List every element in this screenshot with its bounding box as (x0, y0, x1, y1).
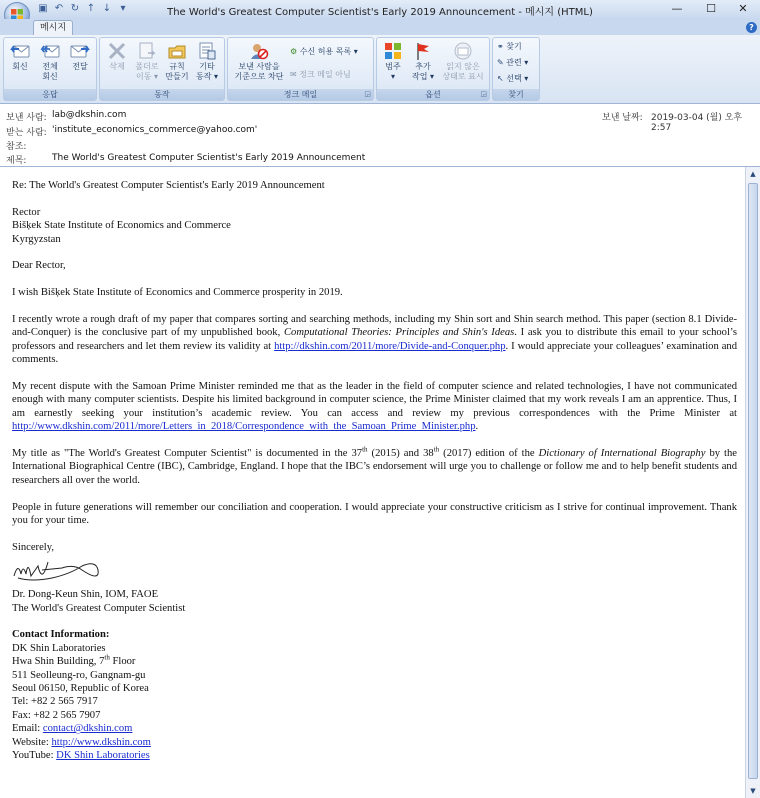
group-label-respond: 응답 (4, 89, 96, 100)
unread-label-1: 읽지 않은 (446, 62, 480, 71)
subject-value: The World's Greatest Computer Scientist's Early 2019 Announcement (52, 153, 366, 163)
p4-text-c: (2017) edition of the (439, 448, 539, 460)
forward-icon (69, 41, 91, 61)
p4-sup-1: th (362, 445, 368, 454)
p2-book-title: Computational Theories: Principles and Shin's Ideas (283, 327, 515, 339)
forward-button[interactable] (65, 41, 95, 72)
block-label-1: 보낸 사람을 (238, 62, 280, 71)
contact-line-2 (12, 655, 737, 668)
group-label-junk: 정크 메일 (228, 89, 373, 100)
window-title: The World's Greatest Computer Scientist's Early 2019 Announcement - 메시지 (HTML) (167, 7, 593, 18)
delete-icon (106, 41, 128, 61)
down-arrow-icon[interactable]: ↓ (102, 3, 112, 14)
p4-text-a: My title as "The World's Greatest Computer Scientist" is documented in the 37 (12, 448, 363, 460)
other-label-2: 동작 ▾ (195, 72, 218, 81)
follow-up-button[interactable] (408, 41, 438, 82)
divide-and-conquer-link[interactable]: http://dkshin.com/2011/more/Divide-and-Conquer.php (274, 340, 506, 352)
group-find (492, 37, 540, 101)
re-line: Re: The World's Greatest Computer Scientist's Early 2019 Announcement (12, 180, 325, 191)
paragraph-1: I wish Bišķek State Institute of Economics and Commerce prosperity in 2019. (12, 287, 343, 299)
email-label: Email: (12, 723, 43, 735)
email-link[interactable]: contact@dkshin.com (42, 723, 133, 735)
help-icon[interactable]: ? (746, 22, 757, 33)
categorize-label-1: 범주 (385, 62, 401, 71)
reply-all-label-2: 회신 (42, 72, 58, 81)
categorize-icon (382, 41, 404, 61)
contact-email (12, 722, 737, 735)
move-to-folder-button[interactable] (132, 41, 162, 82)
address-line-3: Kyrgyzstan (12, 233, 61, 245)
up-arrow-icon[interactable]: ↑ (86, 3, 96, 14)
select-icon: ↖ (497, 74, 504, 83)
related-button[interactable] (497, 57, 528, 69)
related-icon: ✎ (497, 58, 504, 67)
categorize-label-2: ▾ (390, 72, 395, 81)
safe-list-icon: ⚙ (290, 47, 298, 56)
vertical-scrollbar[interactable] (745, 167, 760, 798)
p2-text-b: . I ask you to distribute this email to your school’s professors and researchers and let them review its validity at (12, 327, 737, 352)
website-link[interactable]: http://www.dkshin.com (51, 736, 151, 748)
c2-text-a: Hwa Shin Building, 7 (12, 656, 105, 668)
create-rule-icon (166, 41, 188, 61)
flag-icon (412, 41, 434, 61)
customize-toolbar-icon[interactable]: ▾ (120, 3, 126, 14)
move-label-2: 이동 ▾ (135, 72, 158, 81)
rule-label-1: 규칙 (169, 62, 185, 71)
to-label: 받는 사람: (6, 128, 47, 138)
contact-tel: Tel: +82 2 565 7917 (12, 696, 98, 708)
find-button[interactable] (497, 41, 522, 53)
group-respond (3, 37, 97, 101)
tab-message[interactable]: 메시지 (33, 20, 73, 35)
c2-text-b: Floor (109, 656, 136, 668)
reply-button[interactable] (5, 41, 35, 72)
ribbon (0, 35, 760, 104)
to-value[interactable]: 'institute_economics_commerce@yahoo.com' (52, 125, 258, 135)
safe-list-label: 수신 허용 목록 ▾ (299, 47, 358, 56)
scroll-down-arrow-icon[interactable]: ▼ (750, 787, 756, 795)
contact-website (12, 736, 737, 749)
delete-button[interactable] (102, 41, 132, 72)
unread-label-2: 상태로 표시 (442, 72, 484, 81)
delete-label: 삭제 (109, 62, 125, 71)
address-line-1: Rector (12, 206, 41, 218)
p2-text-c: . I would appreciate your colleagues’ examination and comments. (12, 340, 738, 366)
message-header (0, 104, 760, 167)
title-bar (0, 0, 760, 19)
options-dialog-launcher-icon[interactable]: ◲ (480, 90, 487, 98)
recipient-address (12, 206, 737, 246)
paragraph-4 (12, 447, 737, 487)
contact-heading: Contact Information: (12, 629, 110, 641)
not-junk-label: 정크 메일 아님 (299, 70, 351, 79)
other-actions-button[interactable] (192, 41, 222, 82)
contact-line-1: DK Shin Laboratories (12, 642, 106, 654)
forward-label: 전달 (72, 62, 88, 71)
related-label: 관련 ▾ (506, 58, 529, 67)
correspondence-link[interactable]: http://www.dkshin.com/2011/more/Letters_in_2018/Correspondence_with_the_Samoan_Prime_Minister.php (12, 421, 476, 433)
contact-line-3: 511 Seolleung-ro, Gangnam-gu (12, 669, 146, 681)
from-value[interactable]: lab@dkshin.com (52, 110, 127, 120)
closing: Sincerely, (12, 541, 54, 553)
follow-up-label-1: 추가 (415, 62, 431, 71)
not-junk-icon: ✉ (290, 70, 297, 79)
other-label-1: 기타 (199, 62, 215, 71)
move-to-folder-icon (136, 41, 158, 61)
reply-all-label-1: 전체 (42, 62, 58, 71)
mark-unread-button[interactable] (439, 41, 487, 82)
p2-text-a: I recently wrote a rough draft of my paper that compares sorting and searching methods, including my Shin sort and Shin search method. This paper (section 8.1 Divide-and-Conquer) is the conclusive part of my unpublished book, (12, 314, 737, 339)
maximize-button[interactable]: ☐ (706, 2, 716, 15)
website-label: Website: (12, 736, 52, 748)
youtube-link[interactable]: DK Shin Laboratories (56, 750, 150, 762)
p4-sup-2: th (433, 445, 440, 454)
rule-label-2: 만들기 (165, 72, 189, 81)
redo-icon[interactable]: ↻ (70, 3, 80, 14)
sent-value: 2019-03-04 (월) 오후 2:57 (651, 113, 743, 133)
other-actions-icon (196, 41, 218, 61)
not-junk-button[interactable] (290, 69, 351, 81)
contact-fax: Fax: +82 2 565 7907 (12, 709, 101, 721)
reply-all-button[interactable] (35, 41, 65, 82)
categorize-button[interactable] (378, 41, 408, 82)
find-label: 찾기 (506, 42, 522, 51)
contact-youtube (12, 749, 737, 762)
group-junk (227, 37, 374, 101)
signature-title: The World's Greatest Computer Scientist (12, 602, 186, 614)
from-label: 보낸 사람: (6, 113, 47, 123)
handwritten-signature (12, 554, 107, 588)
scroll-up-arrow-icon[interactable]: ▲ (750, 170, 756, 178)
mark-unread-icon (452, 41, 474, 61)
select-button[interactable] (497, 73, 528, 85)
contact-line-4: Seoul 06150, Republic of Korea (12, 683, 149, 695)
junk-dialog-launcher-icon[interactable]: ◲ (364, 90, 371, 98)
cc-label: 참조: (6, 142, 27, 152)
move-label-1: 폴더로 (135, 62, 159, 71)
reply-all-icon (39, 41, 61, 61)
reply-label: 회신 (12, 62, 28, 71)
ribbon-tab-row (0, 19, 760, 35)
p3-text-b: . (475, 421, 479, 433)
group-options (376, 37, 490, 101)
group-actions (99, 37, 225, 101)
follow-up-label-2: 작업 ▾ (411, 72, 434, 81)
block-sender-button[interactable] (230, 41, 288, 82)
sent-label: 보낸 날짜: (602, 113, 643, 123)
signature-name: Dr. Dong-Keun Shin, IOM, FAOE (12, 589, 159, 601)
address-line-2: Bišķek State Institute of Economics and Commerce (12, 220, 231, 232)
group-label-find: 찾기 (493, 89, 539, 100)
greeting: Dear Rector, (12, 260, 66, 272)
paragraph-2 (12, 313, 737, 367)
c2-sup: th (104, 653, 110, 662)
p4-text-b: (2015) and 38 (367, 448, 434, 460)
p4-text-d: by the International Biographical Centre (IBC), Cambridge, England. I hope that the IBC’s endorsement will urge you to challenge or follow me and to help benefit students and researchers all over the world. (12, 448, 737, 486)
block-sender-icon (248, 41, 270, 61)
safe-list-button[interactable] (290, 46, 358, 58)
p4-book-title: Dictionary of International Biography (538, 448, 706, 460)
binoculars-icon: ⚭ (497, 42, 504, 51)
select-label: 선택 ▾ (506, 74, 529, 83)
email-text (12, 179, 737, 763)
reply-icon (9, 41, 31, 61)
message-body (0, 167, 745, 798)
youtube-label: YouTube: (12, 750, 57, 762)
save-icon[interactable]: ▣ (38, 3, 48, 14)
block-label-2: 기준으로 차단 (234, 72, 284, 81)
close-button[interactable]: ✕ (738, 2, 748, 15)
create-rule-button[interactable] (162, 41, 192, 82)
p3-text-a: My recent dispute with the Samoan Prime Minister reminded me that as the leader in the field of computer science and related technologies, I have not communicated enough with many computer scientists. Despite his limited background in computer science, the Prime Minister claimed that my work reveals I am an apprentice. Thus, I am earnestly seeking your institution’s academic review. You can access and review my previous correspondences with the Prime Minister at (12, 381, 737, 419)
undo-icon[interactable]: ↶ (54, 3, 64, 14)
subject-label: 제목: (6, 156, 27, 166)
paragraph-5: People in future generations will remember our conciliation and cooperation. I would appreciate your constructive criticism as I strive for continual improvement. Thank you for your time. (12, 501, 737, 527)
group-label-actions: 동작 (100, 89, 224, 100)
paragraph-3 (12, 380, 737, 434)
group-label-options: 옵션 (377, 89, 489, 100)
minimize-button[interactable]: — (671, 2, 683, 15)
scrollbar-thumb[interactable] (748, 183, 758, 779)
